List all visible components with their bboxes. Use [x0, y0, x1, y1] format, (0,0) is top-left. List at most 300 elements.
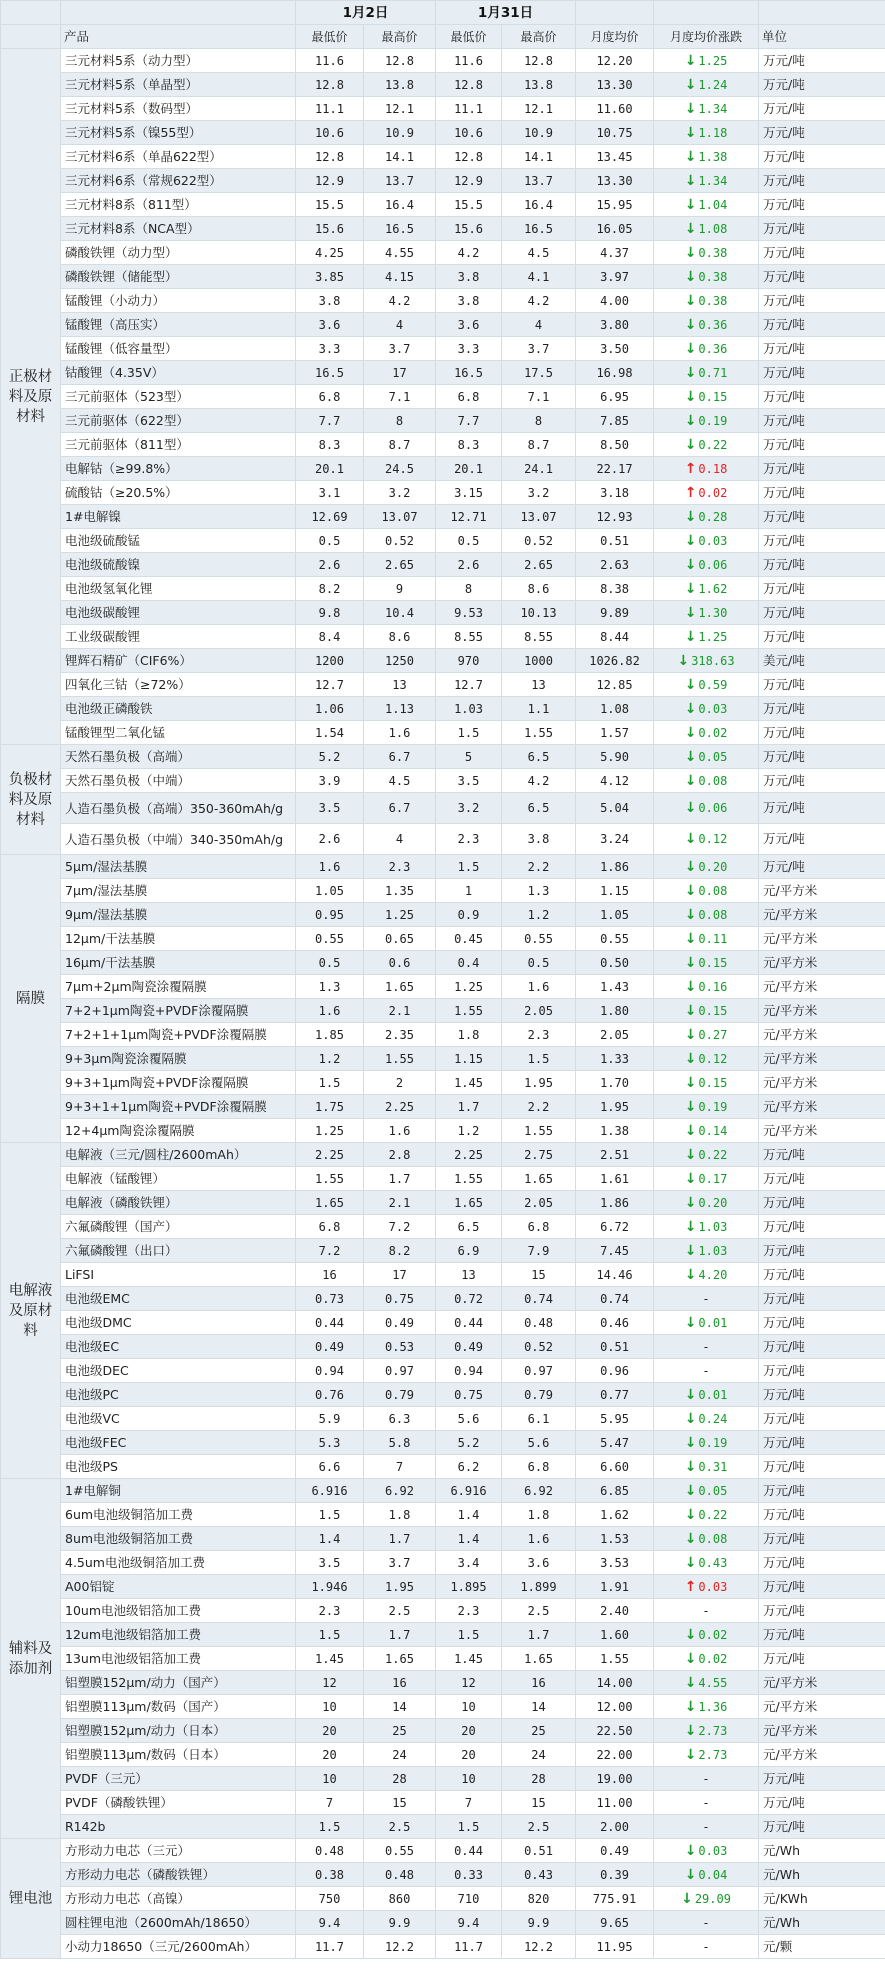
product-name: 铝塑膜152μm/动力（日本） [61, 1719, 296, 1743]
product-name: 铝塑膜113μm/数码（日本） [61, 1743, 296, 1767]
product-name: PVDF（三元） [61, 1767, 296, 1791]
change-value: 0.03 [698, 701, 728, 716]
product-name: 方形动力电芯（高镍） [61, 1887, 296, 1911]
monthly-change [654, 1575, 759, 1599]
table-row [1, 903, 885, 927]
category-label: 辅料及添加剂 [1, 1479, 61, 1839]
min-price-2: 1.55 [436, 999, 502, 1023]
monthly-avg: 2.05 [576, 1023, 654, 1047]
monthly-avg: 3.50 [576, 337, 654, 361]
monthly-change [654, 1311, 759, 1335]
min-price-2: 6.2 [436, 1455, 502, 1479]
change-value: 29.09 [694, 1891, 731, 1906]
max-price-1: 3.7 [364, 337, 436, 361]
table-row [1, 193, 885, 217]
min-price-1: 2.3 [296, 1599, 364, 1623]
product-name: 锰酸锂（高压实） [61, 313, 296, 337]
monthly-change [654, 1791, 759, 1815]
table-row [1, 337, 885, 361]
monthly-change [654, 1287, 759, 1311]
monthly-avg: 2.63 [576, 553, 654, 577]
product-name: 电池级EMC [61, 1287, 296, 1311]
change-value: 0.08 [698, 1531, 728, 1546]
max-price-2: 1.3 [502, 879, 576, 903]
change-value: - [702, 1339, 710, 1354]
arrow-down-icon: ↓ [684, 292, 697, 309]
unit: 万元/吨 [759, 1263, 885, 1287]
table-row [1, 457, 885, 481]
unit: 万元/吨 [759, 481, 885, 505]
table-row [1, 697, 885, 721]
min-price-2: 3.4 [436, 1551, 502, 1575]
product-name: 四氧化三钴（≥72%） [61, 673, 296, 697]
arrow-down-icon: ↓ [684, 628, 697, 645]
product-name: 7+2+1+1μm陶瓷+PVDF涂覆隔膜 [61, 1023, 296, 1047]
monthly-change [654, 289, 759, 313]
product-name: 电池级EC [61, 1335, 296, 1359]
table-row [1, 481, 885, 505]
change-value: 2.73 [698, 1723, 728, 1738]
arrow-down-icon: ↓ [684, 340, 697, 357]
max-price-1: 8.6 [364, 625, 436, 649]
max-price-1: 12.8 [364, 49, 436, 73]
unit: 万元/吨 [759, 49, 885, 73]
table-row [1, 313, 885, 337]
product-name: 三元材料5系（镍55型） [61, 121, 296, 145]
unit: 万元/吨 [759, 337, 885, 361]
min-price-2: 0.44 [436, 1839, 502, 1863]
max-price-2: 0.79 [502, 1383, 576, 1407]
min-price-2: 3.3 [436, 337, 502, 361]
min-price-2: 7.7 [436, 409, 502, 433]
max-price-2: 1.55 [502, 1119, 576, 1143]
arrow-down-icon: ↓ [684, 436, 697, 453]
monthly-avg: 7.45 [576, 1239, 654, 1263]
monthly-avg: 775.91 [576, 1887, 654, 1911]
arrow-down-icon: ↓ [684, 906, 697, 923]
min-price-1: 1.05 [296, 879, 364, 903]
arrow-down-icon: ↓ [684, 954, 697, 971]
product-name: 9μm/湿法基膜 [61, 903, 296, 927]
table-row [1, 1287, 885, 1311]
product-name: PVDF（磷酸铁锂） [61, 1791, 296, 1815]
max-price-1: 1.65 [364, 975, 436, 999]
unit: 万元/吨 [759, 1215, 885, 1239]
arrow-down-icon: ↓ [684, 1626, 697, 1643]
min-price-1: 15.5 [296, 193, 364, 217]
monthly-change [654, 1839, 759, 1863]
min-price-2: 5.2 [436, 1431, 502, 1455]
arrow-down-icon: ↓ [684, 1050, 697, 1067]
min-price-1: 3.8 [296, 289, 364, 313]
change-value: 0.31 [698, 1459, 728, 1474]
change-value: 2.73 [698, 1747, 728, 1762]
min-price-1: 0.5 [296, 951, 364, 975]
monthly-change [654, 721, 759, 745]
max-price-1: 4.5 [364, 769, 436, 793]
monthly-avg: 0.74 [576, 1287, 654, 1311]
monthly-avg: 1.33 [576, 1047, 654, 1071]
max-price-1: 3.2 [364, 481, 436, 505]
max-price-1: 12.2 [364, 1935, 436, 1959]
max-price-2: 0.52 [502, 529, 576, 553]
unit: 万元/吨 [759, 1575, 885, 1599]
unit: 万元/吨 [759, 855, 885, 879]
monthly-change [654, 1887, 759, 1911]
min-price-2: 15.6 [436, 217, 502, 241]
min-price-2: 3.6 [436, 313, 502, 337]
monthly-change [654, 49, 759, 73]
min-price-2: 9.4 [436, 1911, 502, 1935]
table-row [1, 1407, 885, 1431]
change-value: 0.16 [698, 979, 728, 994]
min-price-1: 3.85 [296, 265, 364, 289]
max-price-2: 6.8 [502, 1455, 576, 1479]
unit: 万元/吨 [759, 1551, 885, 1575]
min-price-1: 4.25 [296, 241, 364, 265]
unit: 万元/吨 [759, 1455, 885, 1479]
category-label: 正极材料及原材料 [1, 49, 61, 745]
monthly-change [654, 927, 759, 951]
change-value: - [702, 1363, 710, 1378]
max-price-2: 2.65 [502, 553, 576, 577]
arrow-down-icon: ↓ [684, 1674, 697, 1691]
unit: 元/平方米 [759, 1095, 885, 1119]
max-price-2: 6.92 [502, 1479, 576, 1503]
unit: 元/Wh [759, 1863, 885, 1887]
monthly-avg: 13.30 [576, 73, 654, 97]
change-value: - [702, 1939, 710, 1954]
max-price-1: 4 [364, 313, 436, 337]
max-price-1: 28 [364, 1767, 436, 1791]
arrow-down-icon: ↓ [684, 1746, 697, 1763]
max-price-2: 6.1 [502, 1407, 576, 1431]
monthly-avg: 2.40 [576, 1599, 654, 1623]
product-name: 4.5um电池级铜箔加工费 [61, 1551, 296, 1575]
table-row [1, 1647, 885, 1671]
monthly-avg: 1.60 [576, 1623, 654, 1647]
monthly-avg: 0.55 [576, 927, 654, 951]
monthly-avg: 6.72 [576, 1215, 654, 1239]
table-row [1, 289, 885, 313]
min-price-2: 6.8 [436, 385, 502, 409]
monthly-change [654, 1935, 759, 1959]
max-price-1: 2.3 [364, 855, 436, 879]
min-price-1: 16 [296, 1263, 364, 1287]
arrow-down-icon: ↓ [684, 1434, 697, 1451]
unit: 万元/吨 [759, 1503, 885, 1527]
category-label: 锂电池 [1, 1839, 61, 1959]
min-price-2: 20.1 [436, 457, 502, 481]
table-row [1, 1815, 885, 1839]
monthly-change [654, 265, 759, 289]
arrow-down-icon: ↓ [684, 556, 697, 573]
min-price-2: 15.5 [436, 193, 502, 217]
min-price-2: 10 [436, 1767, 502, 1791]
monthly-change [654, 1911, 759, 1935]
monthly-change [654, 879, 759, 903]
monthly-change [654, 217, 759, 241]
max-price-2: 1.95 [502, 1071, 576, 1095]
monthly-change [654, 951, 759, 975]
change-value: 0.71 [698, 365, 728, 380]
change-value: 0.22 [698, 437, 728, 452]
change-value: - [702, 1291, 710, 1306]
arrow-down-icon: ↓ [684, 1842, 697, 1859]
unit: 万元/吨 [759, 1431, 885, 1455]
col-product: 产品 [61, 25, 296, 49]
monthly-change [654, 1455, 759, 1479]
monthly-avg: 19.00 [576, 1767, 654, 1791]
max-price-2: 2.75 [502, 1143, 576, 1167]
min-price-2: 1.5 [436, 721, 502, 745]
arrow-down-icon: ↓ [681, 1890, 693, 1907]
product-name: 电解液（磷酸铁锂） [61, 1191, 296, 1215]
max-price-1: 0.75 [364, 1287, 436, 1311]
change-value: 0.03 [698, 1843, 728, 1858]
max-price-1: 2.65 [364, 553, 436, 577]
product-name: 8um电池级铜箔加工费 [61, 1527, 296, 1551]
arrow-down-icon: ↓ [684, 1698, 697, 1715]
arrow-down-icon: ↓ [684, 1266, 697, 1283]
arrow-down-icon: ↓ [684, 1098, 697, 1115]
monthly-avg: 1.15 [576, 879, 654, 903]
min-price-1: 1.2 [296, 1047, 364, 1071]
monthly-change [654, 433, 759, 457]
monthly-avg: 12.20 [576, 49, 654, 73]
unit: 元/平方米 [759, 1119, 885, 1143]
monthly-avg: 5.90 [576, 745, 654, 769]
min-price-2: 1.4 [436, 1503, 502, 1527]
min-price-2: 12.8 [436, 73, 502, 97]
product-name: 锰酸锂（低容量型） [61, 337, 296, 361]
min-price-2: 1.5 [436, 855, 502, 879]
max-price-2: 24 [502, 1743, 576, 1767]
monthly-avg: 1.61 [576, 1167, 654, 1191]
max-price-2: 24.1 [502, 457, 576, 481]
change-value: 1.18 [698, 125, 728, 140]
product-name: 13um电池级铝箔加工费 [61, 1647, 296, 1671]
max-price-1: 7 [364, 1455, 436, 1479]
min-price-1: 3.3 [296, 337, 364, 361]
unit: 万元/吨 [759, 625, 885, 649]
max-price-1: 2.1 [364, 1191, 436, 1215]
monthly-change [654, 1479, 759, 1503]
max-price-2: 1000 [502, 649, 576, 673]
min-price-2: 5.6 [436, 1407, 502, 1431]
monthly-change [654, 1503, 759, 1527]
min-price-2: 1.4 [436, 1527, 502, 1551]
min-price-2: 1 [436, 879, 502, 903]
unit: 万元/吨 [759, 721, 885, 745]
max-price-1: 0.48 [364, 1863, 436, 1887]
min-price-2: 710 [436, 1887, 502, 1911]
max-price-1: 0.79 [364, 1383, 436, 1407]
max-price-1: 5.8 [364, 1431, 436, 1455]
max-price-1: 0.65 [364, 927, 436, 951]
arrow-down-icon: ↓ [684, 52, 697, 69]
min-price-2: 1.7 [436, 1095, 502, 1119]
change-value: 0.20 [698, 859, 728, 874]
max-price-1: 12.1 [364, 97, 436, 121]
min-price-1: 16.5 [296, 361, 364, 385]
unit: 万元/吨 [759, 1647, 885, 1671]
unit: 万元/吨 [759, 169, 885, 193]
change-value: 0.06 [698, 557, 728, 572]
product-name: 磷酸铁锂（动力型） [61, 241, 296, 265]
max-price-2: 6.5 [502, 745, 576, 769]
unit: 万元/吨 [759, 217, 885, 241]
max-price-2: 12.8 [502, 49, 576, 73]
product-name: 锰酸锂（小动力） [61, 289, 296, 313]
min-price-2: 8.3 [436, 433, 502, 457]
table-row [1, 361, 885, 385]
monthly-avg: 1.53 [576, 1527, 654, 1551]
min-price-2: 2.25 [436, 1143, 502, 1167]
header-blank [1, 25, 61, 49]
max-price-2: 6.5 [502, 793, 576, 824]
unit: 万元/吨 [759, 824, 885, 855]
unit: 万元/吨 [759, 1527, 885, 1551]
unit: 万元/吨 [759, 265, 885, 289]
min-price-1: 6.8 [296, 1215, 364, 1239]
max-price-2: 1.65 [502, 1167, 576, 1191]
max-price-1: 1.55 [364, 1047, 436, 1071]
table-row [1, 97, 885, 121]
min-price-2: 20 [436, 1719, 502, 1743]
monthly-avg: 22.00 [576, 1743, 654, 1767]
monthly-avg: 11.95 [576, 1935, 654, 1959]
max-price-1: 3.7 [364, 1551, 436, 1575]
max-price-2: 1.6 [502, 1527, 576, 1551]
max-price-2: 0.52 [502, 1335, 576, 1359]
table-row [1, 217, 885, 241]
unit: 万元/吨 [759, 457, 885, 481]
monthly-avg: 5.95 [576, 1407, 654, 1431]
change-value: 1.30 [698, 605, 728, 620]
max-price-1: 24.5 [364, 457, 436, 481]
product-name: 人造石墨负极（中端）340-350mAh/g [61, 824, 296, 855]
arrow-down-icon: ↓ [684, 1026, 697, 1043]
monthly-avg: 6.95 [576, 385, 654, 409]
monthly-change [654, 1599, 759, 1623]
unit: 万元/吨 [759, 1167, 885, 1191]
min-price-1: 7.2 [296, 1239, 364, 1263]
monthly-change [654, 649, 759, 673]
min-price-1: 8.3 [296, 433, 364, 457]
table-row [1, 1383, 885, 1407]
product-name: 1#电解镍 [61, 505, 296, 529]
product-name: 16μm/干法基膜 [61, 951, 296, 975]
monthly-avg: 6.85 [576, 1479, 654, 1503]
unit: 万元/吨 [759, 1599, 885, 1623]
unit: 万元/吨 [759, 289, 885, 313]
min-price-1: 7 [296, 1791, 364, 1815]
min-price-1: 3.5 [296, 1551, 364, 1575]
max-price-1: 6.7 [364, 793, 436, 824]
max-price-2: 0.97 [502, 1359, 576, 1383]
monthly-change [654, 999, 759, 1023]
monthly-change [654, 855, 759, 879]
min-price-1: 10.6 [296, 121, 364, 145]
unit: 元/平方米 [759, 1719, 885, 1743]
min-price-1: 1.3 [296, 975, 364, 999]
product-name: 三元材料6系（单晶622型） [61, 145, 296, 169]
change-value: 1.38 [698, 149, 728, 164]
monthly-change [654, 1695, 759, 1719]
col-min-1: 最低价 [296, 25, 364, 49]
max-price-2: 13.8 [502, 73, 576, 97]
unit: 万元/吨 [759, 409, 885, 433]
table-row [1, 265, 885, 289]
table-row [1, 649, 885, 673]
product-name: LiFSI [61, 1263, 296, 1287]
monthly-change [654, 505, 759, 529]
max-price-2: 4 [502, 313, 576, 337]
max-price-2: 4.2 [502, 289, 576, 313]
min-price-1: 5.2 [296, 745, 364, 769]
unit: 元/Wh [759, 1839, 885, 1863]
change-value: 0.05 [698, 749, 728, 764]
header-blank [61, 1, 296, 25]
unit: 万元/吨 [759, 601, 885, 625]
arrow-down-icon: ↓ [684, 1410, 697, 1427]
max-price-2: 17.5 [502, 361, 576, 385]
min-price-2: 6.9 [436, 1239, 502, 1263]
max-price-1: 1.25 [364, 903, 436, 927]
change-value: 0.38 [698, 293, 728, 308]
arrow-down-icon: ↓ [684, 196, 697, 213]
monthly-avg: 1.05 [576, 903, 654, 927]
monthly-change [654, 1047, 759, 1071]
monthly-change [654, 1071, 759, 1095]
change-value: 0.15 [698, 1075, 728, 1090]
monthly-change [654, 481, 759, 505]
unit: 元/平方米 [759, 1671, 885, 1695]
max-price-2: 2.2 [502, 1095, 576, 1119]
unit: 元/平方米 [759, 927, 885, 951]
change-value: 318.63 [691, 653, 735, 668]
change-value: - [702, 1603, 710, 1618]
min-price-2: 1.25 [436, 975, 502, 999]
change-value: 1.25 [698, 629, 728, 644]
max-price-2: 1.2 [502, 903, 576, 927]
table-row [1, 793, 885, 824]
table-row [1, 999, 885, 1023]
monthly-avg: 1.62 [576, 1503, 654, 1527]
category-label: 负极材料及原材料 [1, 745, 61, 855]
change-value: - [702, 1915, 710, 1930]
max-price-1: 2 [364, 1071, 436, 1095]
unit: 万元/吨 [759, 361, 885, 385]
max-price-1: 8 [364, 409, 436, 433]
product-name: 电池级DEC [61, 1359, 296, 1383]
product-name: 7μm/湿法基膜 [61, 879, 296, 903]
product-name: 三元材料8系（811型） [61, 193, 296, 217]
product-name: 电池级氢氧化锂 [61, 577, 296, 601]
arrow-down-icon: ↓ [684, 76, 697, 93]
product-name: 六氟磷酸锂（出口） [61, 1239, 296, 1263]
product-name: 电池级PS [61, 1455, 296, 1479]
unit: 万元/吨 [759, 1287, 885, 1311]
max-price-1: 25 [364, 1719, 436, 1743]
monthly-change [654, 313, 759, 337]
max-price-2: 2.2 [502, 855, 576, 879]
max-price-2: 6.8 [502, 1215, 576, 1239]
min-price-1: 3.6 [296, 313, 364, 337]
max-price-1: 1.7 [364, 1527, 436, 1551]
change-value: 0.27 [698, 1027, 728, 1042]
